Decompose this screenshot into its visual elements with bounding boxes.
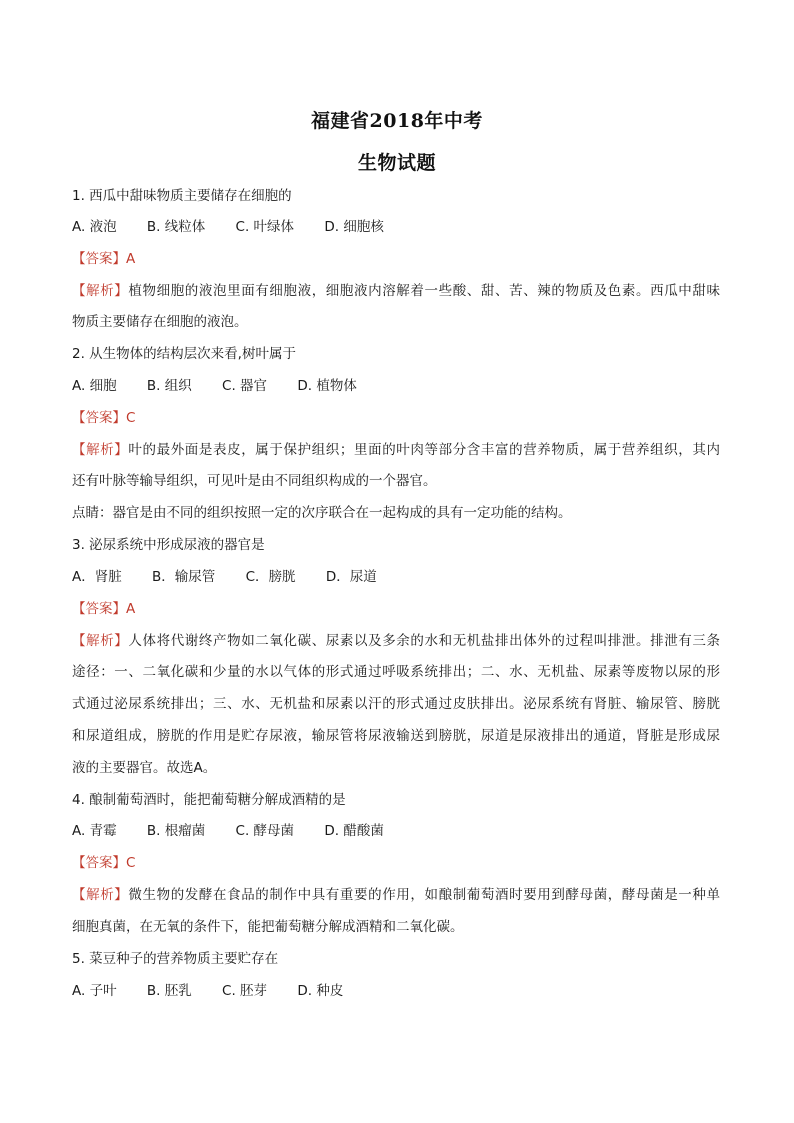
question-4-options [72, 822, 410, 840]
option-b: B. 组织 [146, 378, 192, 394]
question-1-options [72, 218, 410, 236]
question-3-analysis-line-2: 途径：一、二氧化碳和少量的水以气体的形式通过呼吸系统排出；二、水、无机盐、尿素等废物以尿的形 [72, 664, 720, 680]
option-c: C. 器官 [222, 378, 268, 394]
option-a: A. 子叶 [72, 983, 117, 999]
option-d: D．尿道 [325, 569, 377, 585]
question-3-analysis-line-1 [72, 632, 720, 650]
document-title: 福建省2018年中考 [311, 110, 483, 132]
question-1-answer [72, 250, 135, 268]
analysis-text: 人体将代谢终产物如二氧化碳、尿素以及多余的水和无机盐排出体外的过程叫排泄。排泄有三条 [128, 633, 721, 649]
answer-label: 【答案】 [72, 601, 126, 617]
question-2-analysis-line-1 [72, 441, 720, 459]
answer-label: 【答案】 [72, 410, 126, 426]
question-5-options [72, 982, 369, 1000]
answer-value: A [126, 251, 136, 267]
answer-value: C [126, 855, 136, 871]
option-d: D. 醋酸菌 [324, 823, 384, 839]
option-c: C. 叶绿体 [235, 219, 295, 235]
option-c: C. 酵母菌 [235, 823, 295, 839]
answer-value: A [126, 601, 136, 617]
answer-label: 【答案】 [72, 855, 126, 871]
analysis-text: 植物细胞的液泡里面有细胞液，细胞液内溶解着一些酸、甜、苦、辣的物质及色素。西瓜中甜味 [128, 283, 721, 299]
option-b: B．输尿管 [152, 569, 216, 585]
option-a: A．肾脏 [72, 569, 122, 585]
option-c: C．膀胱 [245, 569, 296, 585]
option-b: B. 根瘤菌 [146, 823, 206, 839]
analysis-label: 【解析】 [72, 887, 129, 903]
question-2-stem: 2. 从生物体的结构层次来看,树叶属于 [72, 346, 296, 362]
question-2-options [72, 377, 383, 395]
analysis-label: 【解析】 [72, 442, 129, 458]
analysis-label: 【解析】 [72, 283, 129, 299]
question-3-stem: 3. 泌尿系统中形成尿液的器官是 [72, 537, 265, 553]
question-2-note: 点睛：器官是由不同的组织按照一定的次序联合在一起构成的具有一定功能的结构。 [72, 505, 572, 521]
question-3-analysis-line-5: 液的主要器官。故选A。 [72, 760, 217, 776]
question-5-stem: 5. 菜豆种子的营养物质主要贮存在 [72, 951, 279, 967]
option-b: B. 线粒体 [146, 219, 206, 235]
option-d: D. 植物体 [297, 378, 357, 394]
option-a: A. 液泡 [72, 219, 117, 235]
question-4-answer [72, 854, 135, 872]
question-3-answer [72, 600, 135, 618]
option-d: D. 种皮 [297, 983, 344, 999]
question-4-analysis-line-1 [72, 886, 720, 904]
option-b: B. 胚乳 [146, 983, 192, 999]
document-subtitle: 生物试题 [357, 152, 436, 174]
question-1-analysis-line-2: 物质主要储存在细胞的液泡。 [72, 314, 248, 330]
analysis-text: 叶的最外面是表皮，属于保护组织；里面的叶肉等部分含丰富的营养物质，属于营养组织，其内 [128, 442, 721, 458]
option-d: D. 细胞核 [324, 219, 384, 235]
option-a: A. 青霉 [72, 823, 117, 839]
question-3-options [72, 568, 403, 586]
question-2-answer [72, 409, 135, 427]
analysis-label: 【解析】 [72, 633, 129, 649]
option-c: C. 胚芽 [222, 983, 268, 999]
question-2-analysis-line-2: 还有叶脉等输导组织，可见叶是由不同组织构成的一个器官。 [72, 473, 437, 489]
answer-label: 【答案】 [72, 251, 126, 267]
question-4-stem: 4. 酿制葡萄酒时，能把葡萄糖分解成酒精的是 [72, 792, 346, 808]
question-3-analysis-line-4: 和尿道组成，膀胱的作用是贮存尿液，输尿管将尿液输送到膀胱，尿道是尿液排出的通道，肾脏是形成尿 [72, 728, 720, 744]
question-1-analysis-line-1 [72, 282, 720, 300]
question-3-analysis-line-3: 式通过泌尿系统排出；三、水、无机盐和尿素以汗的形式通过皮肤排出。泌尿系统有肾脏、输尿管、膀胱 [72, 696, 720, 712]
analysis-text: 微生物的发酵在食品的制作中具有重要的作用，如酿制葡萄酒时要用到酵母菌，酵母菌是一种单 [128, 887, 721, 903]
question-4-analysis-line-2: 细胞真菌，在无氧的条件下，能把葡萄糖分解成酒精和二氧化碳。 [72, 919, 464, 935]
answer-value: C [126, 410, 136, 426]
option-a: A. 细胞 [72, 378, 117, 394]
question-1-stem: 1. 西瓜中甜味物质主要储存在细胞的 [72, 188, 292, 204]
